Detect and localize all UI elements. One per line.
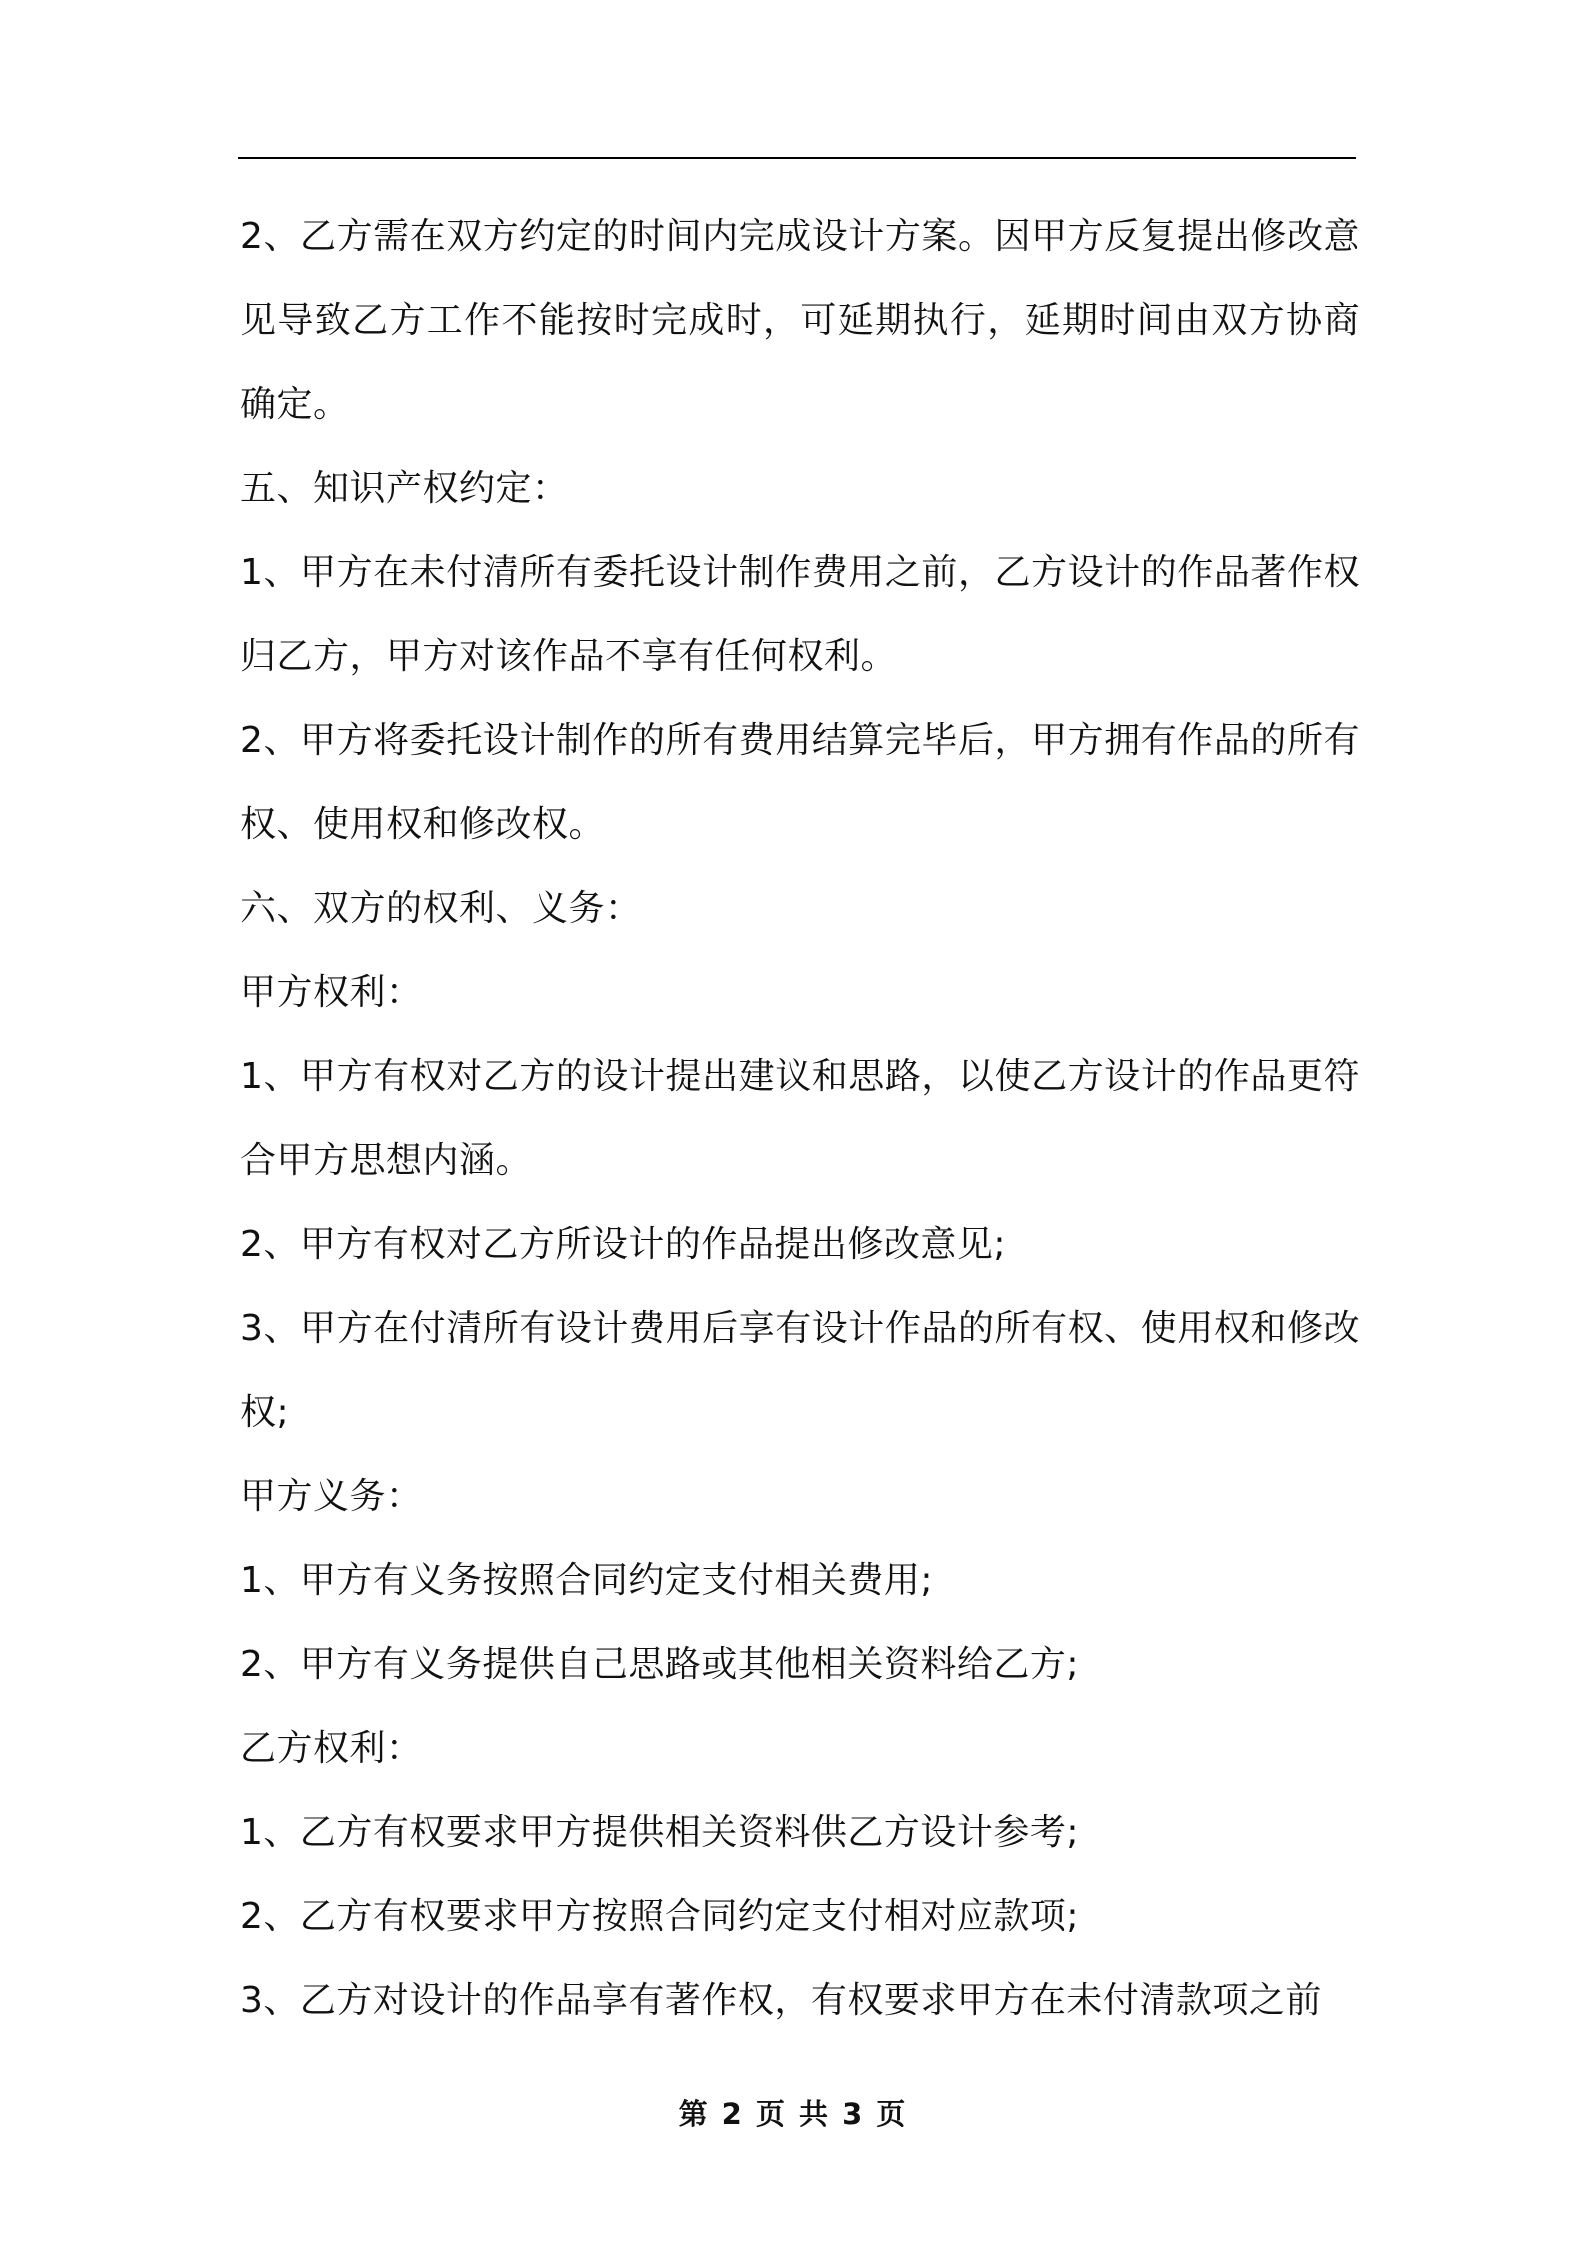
paragraph: 2、乙方有权要求甲方按照合同约定支付相对应款项; <box>240 1896 1080 1937</box>
paragraph: 2、甲方有义务提供自己思路或其他相关资料给乙方; <box>240 1644 1080 1685</box>
paragraph: 3、甲方在付清所有设计费用后享有设计作品的所有权、使用权和修改权; <box>240 1308 1360 1433</box>
paragraph: 2、甲方将委托设计制作的所有费用结算完毕后，甲方拥有作品的所有权、使用权和修改权。 <box>240 720 1360 845</box>
paragraph: 1、甲方有义务按照合同约定支付相关费用; <box>240 1560 934 1601</box>
paragraph: 1、甲方有权对乙方的设计提出建议和思路，以使乙方设计的作品更符合甲方思想内涵。 <box>240 1056 1360 1181</box>
subsection-heading: 甲方权利： <box>240 972 423 1013</box>
paragraph: 2、甲方有权对乙方所设计的作品提出修改意见; <box>240 1224 1007 1265</box>
paragraph: 1、甲方在未付清所有委托设计制作费用之前，乙方设计的作品著作权归乙方，甲方对该作品不享有任何权利。 <box>240 552 1360 677</box>
paragraph: 1、乙方有权要求甲方提供相关资料供乙方设计参考; <box>240 1812 1080 1853</box>
subsection-heading: 甲方义务： <box>240 1476 423 1517</box>
paragraph: 3、乙方对设计的作品享有著作权，有权要求甲方在未付清款项之前 <box>240 1980 1322 2021</box>
subsection-heading: 乙方权利： <box>240 1728 423 1769</box>
document-body <box>240 195 1360 2043</box>
page-number: 第 2 页 共 3 页 <box>678 2097 908 2131</box>
section-heading: 六、双方的权利、义务： <box>240 888 642 929</box>
header-rule <box>238 157 1356 159</box>
section-heading: 五、知识产权约定： <box>240 468 569 509</box>
paragraph: 2、乙方需在双方约定的时间内完成设计方案。因甲方反复提出修改意见导致乙方工作不能按时完成时，可延期执行，延期时间由双方协商确定。 <box>240 216 1360 425</box>
